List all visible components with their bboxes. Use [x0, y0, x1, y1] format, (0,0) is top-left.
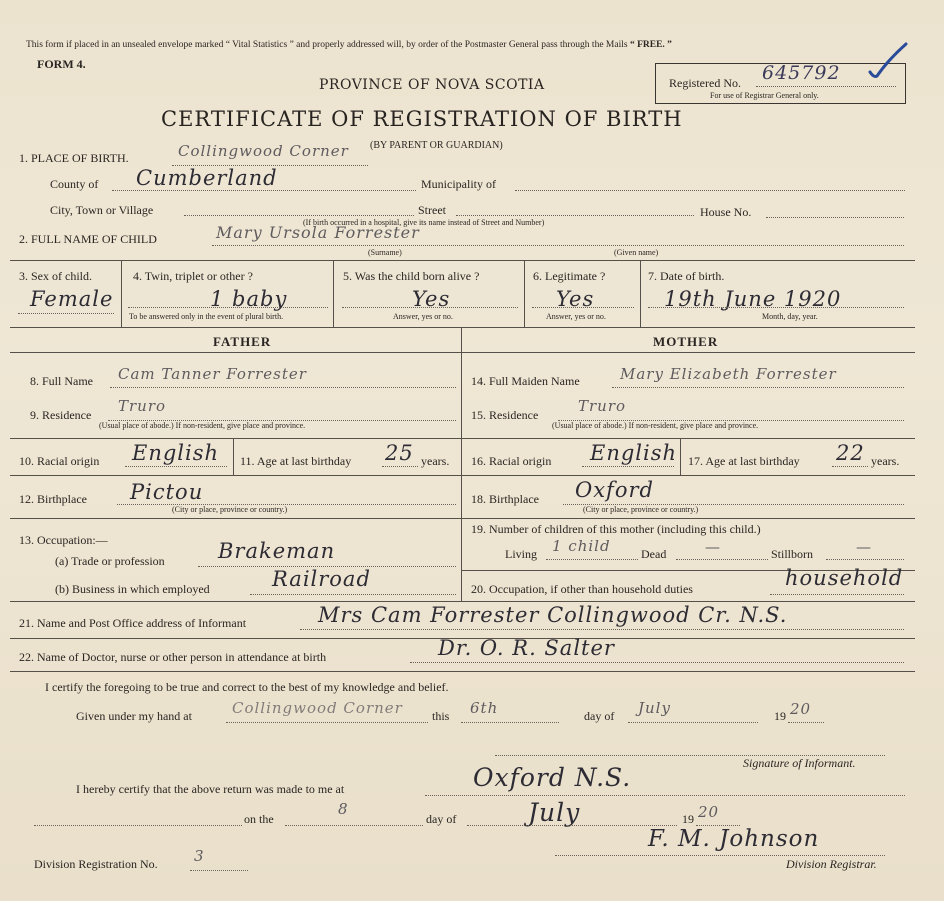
father-name-value: Cam Tanner Forrester — [118, 365, 307, 383]
given-day: 6th — [470, 699, 499, 717]
given-month: July — [638, 699, 671, 717]
rule-mother-children-top — [461, 518, 915, 519]
mother-occupation-value: household — [785, 566, 904, 590]
mother-age-unit: years. — [871, 454, 900, 468]
given-year: 20 — [790, 700, 812, 718]
division-label: Division Registration No. — [34, 857, 158, 871]
rule-informant-top — [10, 601, 915, 602]
registrar-signature-line — [555, 855, 885, 856]
street-label: Street — [418, 203, 446, 217]
father-business-label: (b) Business in which employed — [55, 582, 210, 596]
mother-residence-value: Truro — [578, 397, 627, 415]
doctor-value: Dr. O. R. Salter — [438, 636, 615, 660]
twin-line — [128, 307, 328, 308]
registered-line — [756, 86, 896, 87]
legitimate-value: Yes — [556, 287, 595, 311]
father-name-label: 8. Full Name — [30, 374, 93, 388]
mother-birthplace-note: (City or place, province or country.) — [583, 505, 699, 514]
mother-header: MOTHER — [653, 334, 719, 349]
child-name-label: 2. FULL NAME OF CHILD — [19, 232, 157, 246]
sex-value: Female — [30, 287, 114, 311]
legitimate-line — [532, 307, 634, 308]
registered-label: Registered No. — [669, 76, 741, 90]
postal-notice-text: This form if placed in an unsealed envelope marked “ Vital Statistics ” and properly addressed will, by order of the Postmaster General pass through the Mails — [26, 40, 628, 50]
return-cert-label: I hereby certify that the above return was made to me at — [76, 782, 345, 796]
child-name-line — [212, 245, 904, 246]
rule-father-birthplace-top — [10, 475, 461, 476]
alive-line — [342, 307, 518, 308]
rule-mother-age-divider — [680, 438, 681, 475]
on-the-month: July — [528, 798, 581, 827]
alive-label: 5. Was the child born alive ? — [343, 269, 480, 283]
stillborn-value: — — [856, 538, 872, 556]
mother-age-line — [832, 466, 868, 467]
place-of-birth-label: 1. PLACE OF BIRTH. — [19, 151, 129, 165]
stillborn-line — [826, 559, 904, 560]
informant-line — [300, 629, 904, 630]
father-birthplace-note: (City or place, province or country.) — [172, 505, 288, 514]
rule-father-racial-top — [10, 438, 461, 439]
on-the-day-line — [285, 825, 423, 826]
rule-col-2 — [333, 260, 334, 327]
on-the-lead-line — [34, 825, 242, 826]
living-value: 1 child — [552, 537, 611, 555]
twin-label: 4. Twin, triplet or other ? — [133, 269, 253, 283]
father-age-line — [382, 466, 418, 467]
place-of-birth-value: Collingwood Corner — [178, 142, 349, 160]
rule-father-occupation-top — [10, 518, 461, 519]
father-residence-label: 9. Residence — [30, 408, 92, 422]
return-cert-place: Oxford N.S. — [473, 763, 632, 792]
dead-label: Dead — [641, 547, 667, 561]
mother-racial-line — [582, 466, 674, 467]
division-line — [190, 870, 248, 871]
mother-age-value: 22 — [836, 441, 865, 465]
rule-row3-bottom — [10, 327, 915, 328]
mother-birthplace-label: 18. Birthplace — [471, 492, 539, 506]
father-occupation-label: 13. Occupation:— — [19, 533, 108, 547]
given-name-caption: (Given name) — [614, 248, 659, 257]
municipality-line — [515, 190, 905, 191]
dead-line — [676, 559, 768, 560]
rule-certify-top — [10, 671, 915, 672]
father-trade-label: (a) Trade or profession — [55, 554, 165, 568]
dead-value: — — [705, 538, 721, 556]
rule-col-3 — [524, 260, 525, 327]
rule-mother-racial-top — [461, 438, 915, 439]
mother-racial-label: 16. Racial origin — [471, 454, 552, 468]
blue-check-mark — [868, 42, 908, 82]
house-number-line — [766, 217, 904, 218]
father-business-value: Railroad — [272, 567, 371, 591]
sex-line — [18, 313, 114, 314]
registered-number: 645792 — [762, 62, 841, 84]
house-number-label: House No. — [700, 205, 752, 219]
mother-name-value: Mary Elizabeth Forrester — [620, 365, 837, 383]
mother-residence-note: (Usual place of abode.) If non-resident, give place and province. — [552, 421, 759, 430]
postal-notice-free: “ FREE. ” — [629, 40, 672, 50]
postal-notice — [26, 40, 672, 50]
city-label: City, Town or Village — [50, 203, 154, 217]
living-label: Living — [505, 547, 537, 561]
city-line — [184, 215, 414, 216]
certificate-title: CERTIFICATE OF REGISTRATION OF BIRTH — [161, 107, 683, 131]
on-the-day-of: day of — [426, 812, 457, 826]
dob-label: 7. Date of birth. — [648, 269, 725, 283]
doctor-line — [410, 662, 904, 663]
dob-value: 19th June 1920 — [664, 287, 842, 311]
informant-value: Mrs Cam Forrester Collingwood Cr. N.S. — [318, 603, 788, 627]
father-trade-value: Brakeman — [218, 539, 336, 563]
on-the-month-line — [467, 825, 677, 826]
rule-parents-divider — [461, 327, 462, 601]
on-the-label: on the — [244, 812, 274, 826]
rule-col-1 — [121, 260, 122, 327]
rule-parents-header — [10, 352, 915, 353]
father-header: FATHER — [213, 334, 272, 349]
father-age-value: 25 — [385, 441, 414, 465]
child-name-value: Mary Ursola Forrester — [216, 223, 420, 242]
father-racial-line — [125, 466, 227, 467]
mother-birthplace-value: Oxford — [575, 478, 654, 502]
given-year-prefix: 19 — [774, 709, 786, 723]
county-line — [112, 190, 416, 191]
father-name-line — [110, 387, 456, 388]
father-birthplace-label: 12. Birthplace — [19, 492, 87, 506]
street-line — [456, 215, 694, 216]
mother-age-label: 17. Age at last birthday — [688, 454, 800, 468]
mother-occupation-label: 20. Occupation, if other than household duties — [471, 582, 693, 596]
dob-note: Month, day, year. — [762, 312, 818, 321]
given-place-line — [226, 722, 428, 723]
given-label: Given under my hand at — [76, 709, 192, 723]
on-the-day: 8 — [338, 800, 349, 818]
county-label: County of — [50, 177, 99, 191]
given-month-line — [628, 722, 758, 723]
father-business-line — [250, 594, 456, 595]
rule-col-4 — [640, 260, 641, 327]
rule-row3-top — [10, 260, 915, 261]
mother-racial-value: English — [590, 441, 678, 465]
stillborn-label: Stillborn — [771, 547, 814, 561]
signature-of-informant: Signature of Informant. — [743, 756, 856, 770]
informant-label: 21. Name and Post Office address of Informant — [19, 616, 247, 630]
certify-statement: I certify the foregoing to be true and correct to the best of my knowledge and belief. — [45, 680, 449, 694]
registrar-only-note: For use of Registrar General only. — [710, 91, 819, 100]
father-age-unit: years. — [421, 454, 450, 468]
father-racial-value: English — [132, 441, 220, 465]
surname-caption: (Surname) — [368, 248, 402, 257]
division-registrar-label: Division Registrar. — [786, 857, 877, 871]
on-the-year-prefix: 19 — [682, 812, 694, 826]
dob-line — [648, 307, 904, 308]
given-this: this — [432, 709, 450, 723]
twin-value: 1 baby — [210, 287, 288, 311]
mother-occupation-line — [770, 594, 904, 595]
municipality-label: Municipality of — [421, 177, 496, 191]
legitimate-note: Answer, yes or no. — [546, 312, 606, 321]
registrar-signature: F. M. Johnson — [648, 826, 820, 852]
province-heading: PROVINCE OF NOVA SCOTIA — [319, 77, 545, 93]
rule-father-age-divider — [233, 438, 234, 475]
mother-residence-label: 15. Residence — [471, 408, 539, 422]
hospital-note: (If birth occurred in a hospital, give its name instead of Street and Number) — [303, 218, 545, 227]
father-residence-value: Truro — [118, 397, 167, 415]
form-number: FORM 4. — [37, 57, 86, 71]
father-racial-label: 10. Racial origin — [19, 454, 100, 468]
sex-label: 3. Sex of child. — [19, 269, 92, 283]
given-day-of: day of — [584, 709, 615, 723]
twin-note: To be answered only in the event of plural birth. — [129, 312, 284, 321]
return-cert-line — [425, 795, 905, 796]
alive-note: Answer, yes or no. — [393, 312, 453, 321]
rule-mother-birthplace-top — [461, 475, 915, 476]
doctor-label: 22. Name of Doctor, nurse or other person in attendance at birth — [19, 650, 327, 664]
living-line — [546, 559, 638, 560]
mother-name-line — [612, 387, 904, 388]
mother-children-label: 19. Number of children of this mother (including this child.) — [471, 522, 761, 536]
by-parent-label: (BY PARENT OR GUARDIAN) — [370, 140, 503, 151]
father-age-label: 11. Age at last birthday — [240, 454, 352, 468]
legitimate-label: 6. Legitimate ? — [533, 269, 606, 283]
on-the-year: 20 — [698, 803, 720, 821]
father-residence-note: (Usual place of abode.) If non-resident, give place and province. — [99, 421, 306, 430]
given-day-line — [461, 722, 559, 723]
alive-value: Yes — [412, 287, 451, 311]
given-year-line — [788, 722, 824, 723]
division-value: 3 — [194, 847, 205, 865]
given-place: Collingwood Corner — [232, 699, 403, 717]
father-birthplace-value: Pictou — [130, 480, 204, 504]
mother-name-label: 14. Full Maiden Name — [471, 374, 580, 388]
county-value: Cumberland — [136, 166, 278, 190]
